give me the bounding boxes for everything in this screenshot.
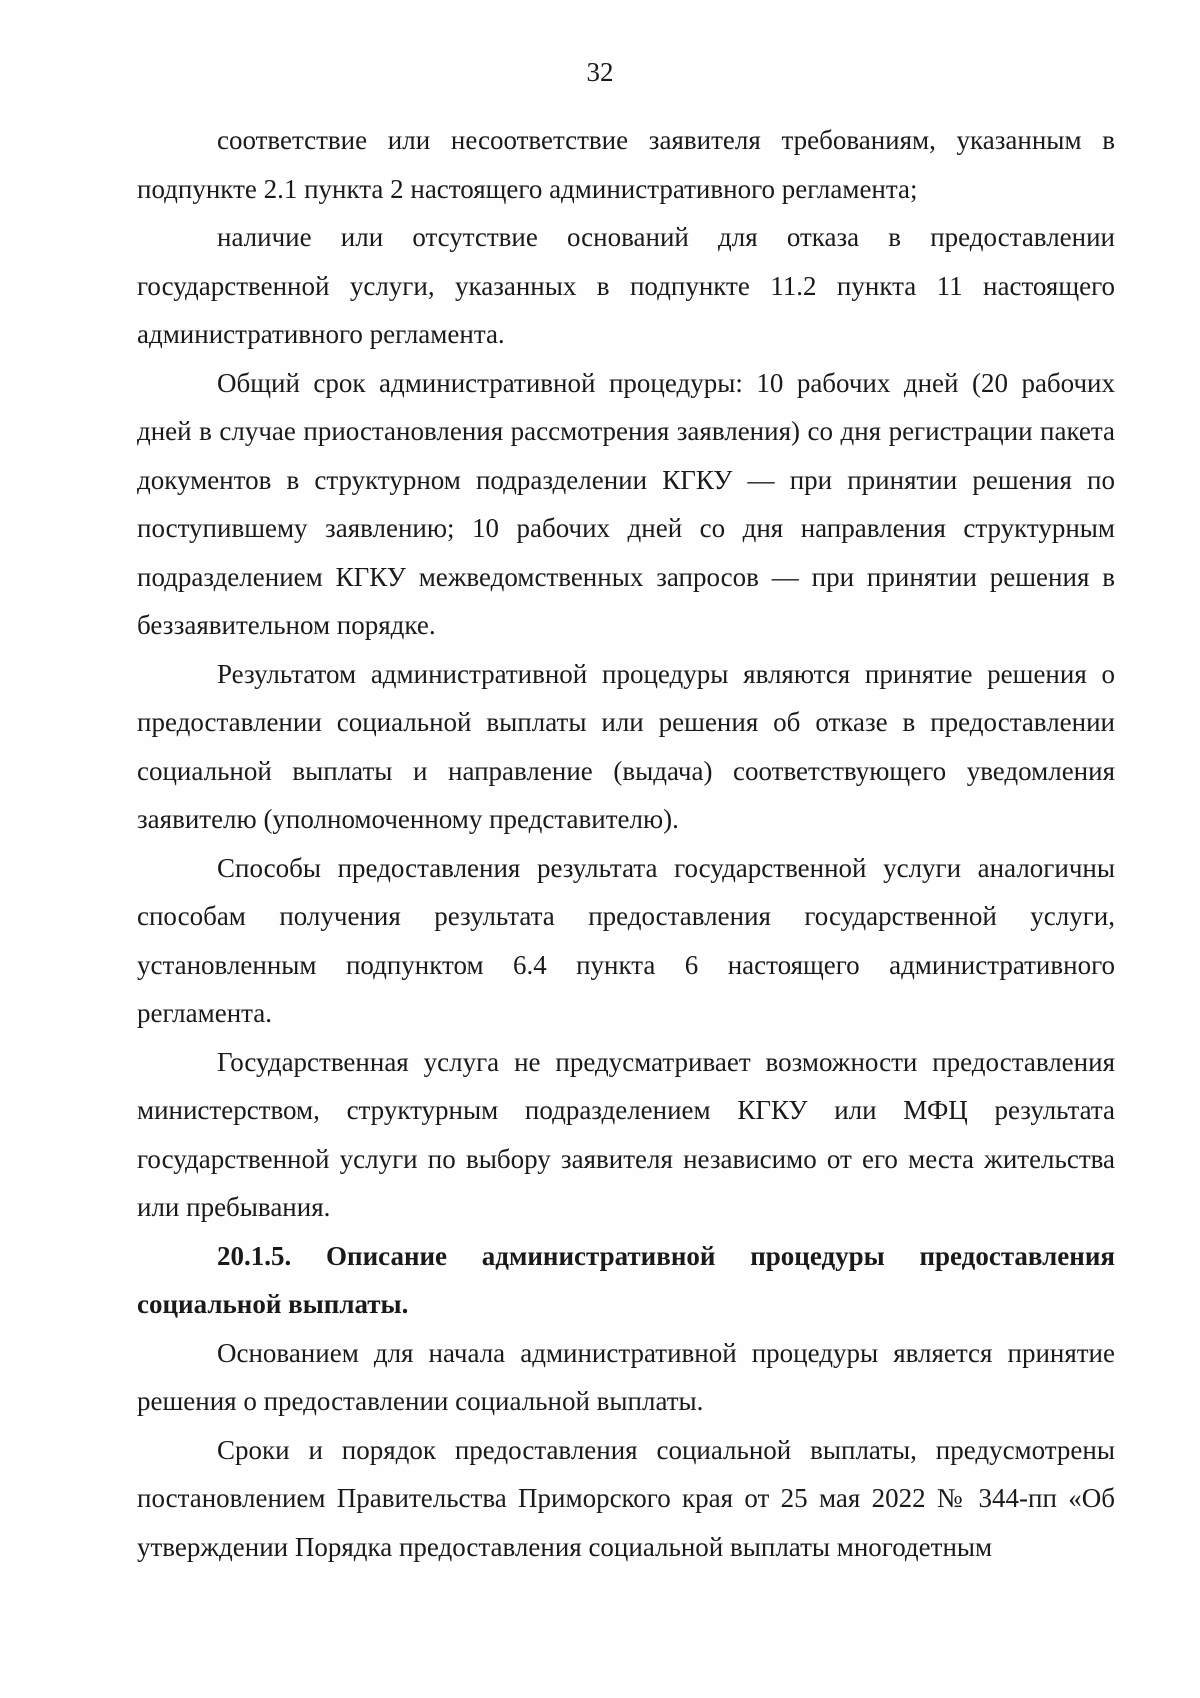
document-body [137,116,1115,1571]
page-number: 32 [586,57,614,87]
paragraph-refusal-grounds: наличие или отсутствие оснований для отказа в предоставлении государственной услуги, указанных в подпункте 11.2 пункта 11 настоящего административного регламента. [137,222,1115,349]
paragraph-payment-terms: Сроки и порядок предоставления социальной выплаты, предусмотрены постановлением Правительства Приморского края от 25 мая 2022 № 344-пп «Об утверждении Порядка предоставления социальной выплаты многодетным [137,1434,1115,1562]
section-heading: 20.1.5. Описание административной процедуры предоставления социальной выплаты. [137,1240,1115,1319]
paragraph-extraterritorial: Государственная услуга не предусматривает возможности предоставления министерством, структурным подразделением КГКУ или МФЦ результата государственной услуги по выбору заявителя независимо от его места жительства или пребывания. [137,1046,1115,1222]
paragraph-procedure-term: Общий срок административной процедуры: 10 рабочих дней (20 рабочих дней в случае приостановления рассмотрения заявления) со дня регистрации пакета документов в структурном подразделении КГКУ — при принятии решения по поступившему заявлению; 10 рабочих дней со дня направления структурным подразделением КГКУ межведомственных запросов — при принятии решения в беззаявительном порядке. [137,367,1115,640]
paragraph-procedure-result: Результатом административной процедуры являются принятие решения о предоставлении социальной выплаты или решения об отказе в предоставлении социальной выплаты и направление (выдача) соответствующего уведомления заявителю (уполномоченному представителю). [137,658,1115,834]
paragraph-compliance-check: соответствие или несоответствие заявителя требованиям, указанным в подпункте 2.1 пункта 2 настоящего административного регламента; [137,125,1115,204]
paragraph-result-delivery: Способы предоставления результата государственной услуги аналогичны способам получения результата предоставления государственной услуги, установленным подпунктом 6.4 пункта 6 настоящего административного регламента. [137,852,1115,1028]
paragraph-procedure-basis: Основанием для начала административной процедуры является принятие решения о предоставлении социальной выплаты. [137,1337,1115,1416]
